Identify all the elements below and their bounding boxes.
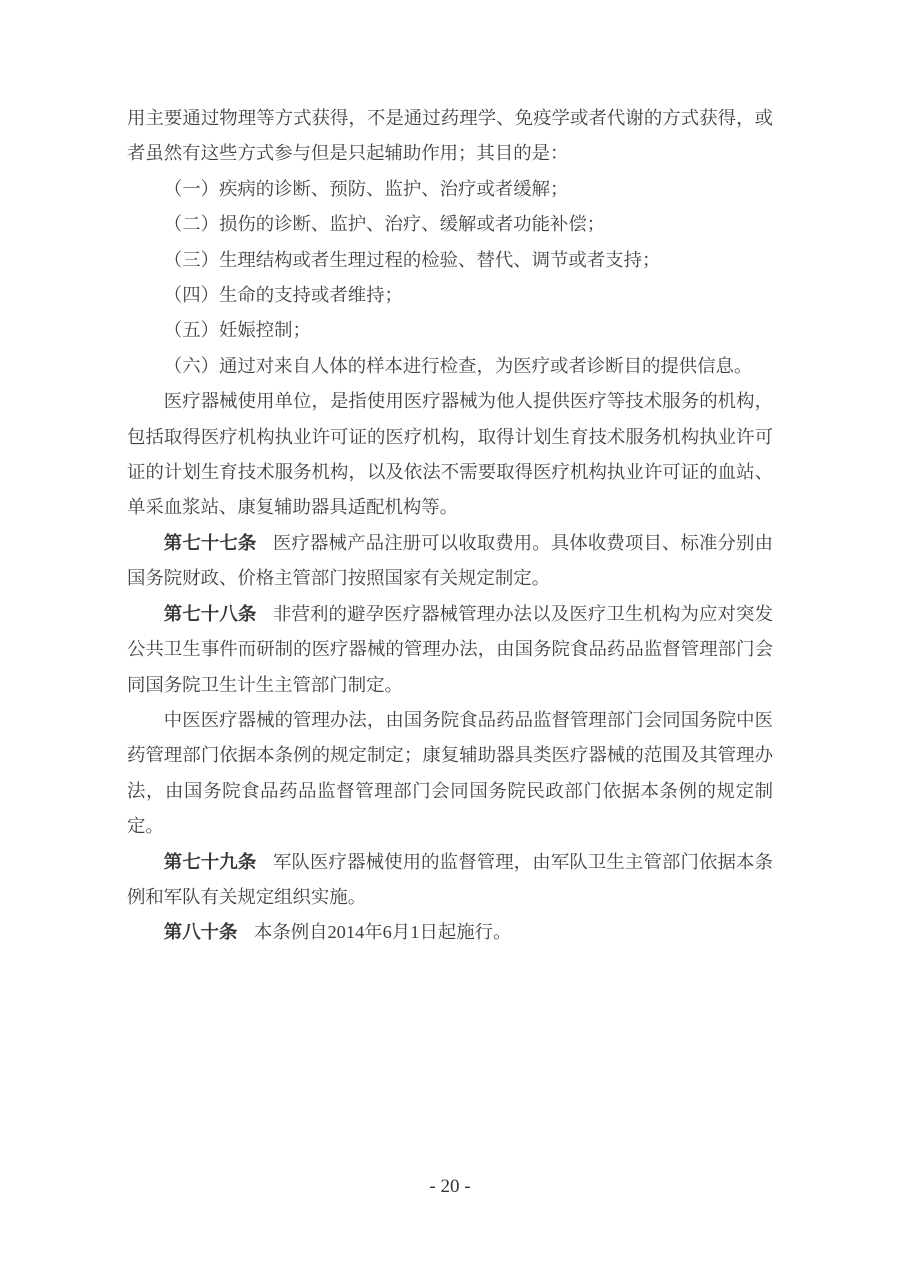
article-79-number: 第七十九条 [163,851,257,872]
paragraph-article-80 [127,915,773,950]
document-body [127,101,773,951]
article-77-text: 医疗器械产品注册可以收取费用。具体收费项目、标准分别由国务院财政、价格主管部门按照国家有关规定制定。 [127,532,773,589]
article-79-text: 军队医疗器械使用的监督管理，由军队卫生主管部门依据本条例和军队有关规定组织实施。 [127,851,773,907]
paragraph-article-77 [127,526,773,597]
list-item-purpose-2: （二）损伤的诊断、监护、治疗、缓解或者功能补偿； [163,214,606,235]
paragraph-article-78 [127,597,773,703]
article-80-text: 本条例自2014年6月1日起施行。 [253,922,512,943]
list-item-purpose-6: （六）通过对来自人体的样本进行检查，为医疗或者诊断目的提供信息。 [163,355,753,376]
paragraph-device-user-units: 医疗器械使用单位，是指使用医疗器械为他人提供医疗等技术服务的机构，包括取得医疗机构执业许可证的医疗机构，取得计划生育技术服务机构执业许可证的计划生育技术服务机构，以及依法不需要取得医疗机构执业许可证的血站、单采血浆站、康复辅助器具适配机构等。 [127,391,773,518]
article-80-number: 第八十条 [163,922,238,943]
list-item-purpose-3: （三）生理结构或者生理过程的检验、替代、调节或者支持； [163,249,661,270]
paragraph-definition-continuation: 用主要通过物理等方式获得，不是通过药理学、免疫学或者代谢的方式获得，或者虽然有这些方式参与但是只起辅助作用；其目的是： [127,108,773,164]
article-78-number: 第七十八条 [163,603,257,624]
list-item-purpose-5: （五）妊娠控制； [163,320,311,341]
paragraph-article-79 [127,845,773,916]
list-item-purpose-1: （一）疾病的诊断、预防、监护、治疗或者缓解； [163,178,569,199]
page-number: - 20 - [429,1176,471,1197]
article-78-text: 非营利的避孕医疗器械管理办法以及医疗卫生机构为应对突发公共卫生事件而研制的医疗器械的管理办法，由国务院食品药品监督管理部门会同国务院卫生计生主管部门制定。 [127,603,773,695]
paragraph-tcm-devices: 中医医疗器械的管理办法，由国务院食品药品监督管理部门会同国务院中医药管理部门依据本条例的规定制定；康复辅助器具类医疗器械的范围及其管理办法，由国务院食品药品监督管理部门会同国务院民政部门依据本条例的规定制定。 [127,709,773,837]
list-item-purpose-4: （四）生命的支持或者维持； [163,285,403,306]
article-77-number: 第七十七条 [163,532,257,553]
